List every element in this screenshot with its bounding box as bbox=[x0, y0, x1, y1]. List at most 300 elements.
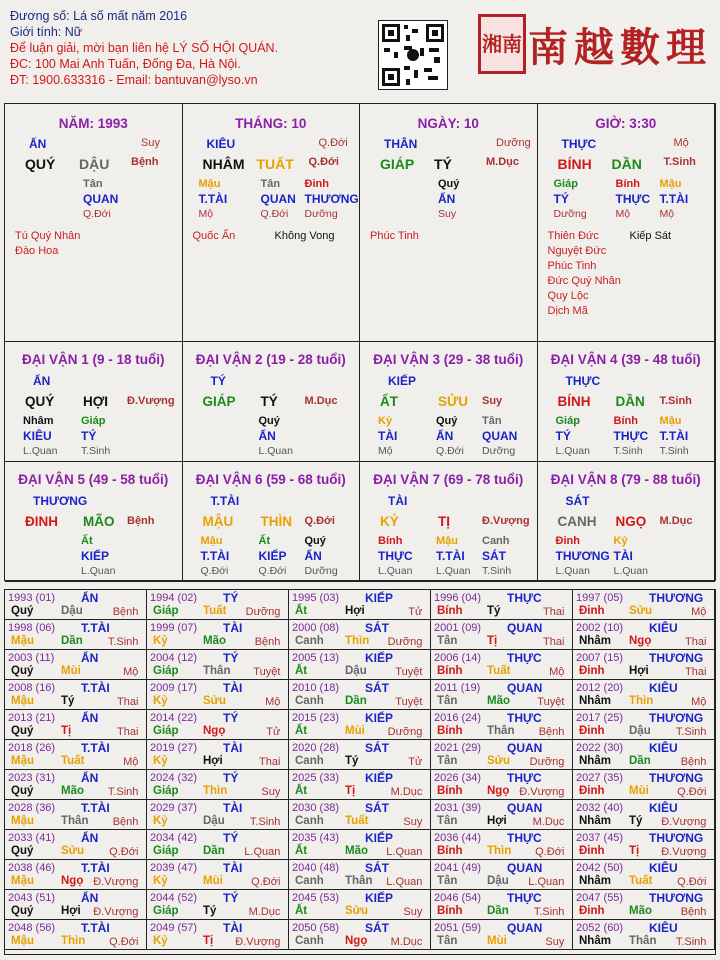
shensha-star: Nguyệt Đức bbox=[547, 245, 607, 257]
year-god: KIẾP bbox=[365, 831, 394, 845]
year-cell bbox=[147, 800, 289, 830]
year-god: THỰC bbox=[507, 591, 542, 605]
year-god: TÝ bbox=[223, 711, 239, 725]
year-stem: Đinh bbox=[579, 845, 605, 857]
pillar-top-star: THỰC bbox=[561, 137, 597, 151]
dv-hidden-phase: L.Quan bbox=[23, 445, 58, 457]
dai-van-cell bbox=[538, 462, 716, 582]
year-branch: Mùi bbox=[629, 785, 649, 797]
year-cell bbox=[5, 800, 147, 830]
year-god: KIẾP bbox=[365, 771, 394, 785]
year-branch: Tuất bbox=[629, 875, 653, 887]
year-label: 2034 (42) bbox=[150, 832, 198, 844]
year-stem: Ất bbox=[295, 665, 308, 677]
year-god: KIÊU bbox=[649, 681, 678, 695]
year-cell bbox=[289, 770, 431, 800]
year-stem: Giáp bbox=[153, 605, 179, 617]
year-phase: Suy bbox=[261, 786, 281, 798]
year-label: 2026 (34) bbox=[434, 772, 482, 784]
year-phase: L.Quan bbox=[386, 876, 423, 888]
year-stem: Giáp bbox=[153, 665, 179, 677]
year-god: KIẾP bbox=[365, 591, 394, 605]
year-cell bbox=[573, 920, 715, 950]
year-cell bbox=[5, 770, 147, 800]
year-phase: Đ.Vượng bbox=[93, 906, 139, 918]
year-phase: Dưỡng bbox=[387, 726, 423, 738]
year-branch: Thân bbox=[203, 665, 231, 677]
year-branch: Hợi bbox=[487, 815, 507, 827]
year-cell bbox=[431, 590, 573, 620]
year-stem: Mậu bbox=[11, 935, 34, 947]
year-cell bbox=[5, 920, 147, 950]
header-info bbox=[10, 8, 370, 88]
year-cell bbox=[5, 860, 147, 890]
dv-hidden-phase: Q.Đới bbox=[258, 565, 287, 577]
dai-van-branch: HỢI bbox=[83, 394, 109, 409]
year-branch: Sửu bbox=[61, 845, 85, 857]
year-cell bbox=[5, 740, 147, 770]
year-cell bbox=[147, 680, 289, 710]
year-cell bbox=[147, 620, 289, 650]
year-phase: L.Quan bbox=[244, 846, 281, 858]
year-god: ẤN bbox=[81, 831, 99, 845]
year-phase: Thai bbox=[258, 756, 281, 768]
year-stem: Ất bbox=[295, 605, 308, 617]
hidden-god: T.TÀI bbox=[659, 192, 689, 206]
year-phase: Tuyệt bbox=[253, 666, 281, 678]
hidden-god: T.TÀI bbox=[198, 192, 228, 206]
dai-van-title: ĐẠI VẬN 6 (59 - 68 tuổi) bbox=[195, 472, 346, 487]
phone-email-line: ĐT: 1900.633316 - Email: bantuvan@lyso.vn bbox=[10, 73, 258, 87]
year-cell bbox=[573, 620, 715, 650]
year-phase: Tuyệt bbox=[537, 696, 565, 708]
year-branch: Sửu bbox=[203, 695, 227, 707]
pillar-top-star: THÂN bbox=[384, 137, 418, 151]
dai-van-phase: Đ.Vượng bbox=[127, 395, 175, 407]
year-cell bbox=[573, 650, 715, 680]
pillar-cell bbox=[5, 104, 183, 342]
year-branch: Mão bbox=[61, 785, 84, 797]
dv-hidden-god: THỰC bbox=[613, 429, 649, 443]
year-branch: Ngọ bbox=[487, 785, 510, 797]
year-phase: T.Sinh bbox=[107, 636, 139, 648]
year-stem: Bính bbox=[437, 725, 463, 737]
year-phase: M.Dục bbox=[248, 906, 281, 918]
dai-van-top-star: THỰC bbox=[565, 374, 601, 388]
dv-hidden-god: T.TÀI bbox=[436, 549, 465, 563]
year-cell bbox=[431, 830, 573, 860]
year-label: 1996 (04) bbox=[434, 592, 482, 604]
pillar-cell bbox=[183, 104, 361, 342]
year-branch: Tuất bbox=[61, 755, 85, 767]
year-cell bbox=[147, 920, 289, 950]
pillar-title: NGÀY: 10 bbox=[417, 116, 479, 131]
dv-hidden-god: KIÊU bbox=[23, 429, 52, 443]
dv-hidden-god: TÀI bbox=[613, 549, 633, 563]
year-label: 2002 (10) bbox=[576, 622, 624, 634]
year-phase: Suy bbox=[403, 816, 423, 828]
year-branch: Tuất bbox=[203, 605, 227, 617]
dv-hidden-phase: Q.Đới bbox=[200, 565, 229, 577]
year-label: 2021 (29) bbox=[434, 742, 482, 754]
year-god: T.TÀI bbox=[81, 801, 110, 815]
year-cell bbox=[289, 590, 431, 620]
year-cell bbox=[5, 710, 147, 740]
year-god: THƯƠNG bbox=[649, 651, 704, 665]
dv-hidden-god: ẤN bbox=[258, 429, 276, 443]
year-label: 2029 (37) bbox=[150, 802, 198, 814]
year-cell bbox=[5, 590, 147, 620]
year-stem: Đinh bbox=[579, 905, 605, 917]
year-stem: Bính bbox=[437, 905, 463, 917]
pillar-branch: TUẤT bbox=[256, 156, 294, 172]
dv-hidden-phase: L.Quan bbox=[555, 565, 590, 577]
dv-hidden-god: T.TÀI bbox=[659, 429, 689, 443]
year-god: SÁT bbox=[365, 921, 389, 935]
dv-hidden-phase: T.Sinh bbox=[613, 445, 643, 457]
dv-hidden-stem: Ất bbox=[81, 535, 93, 547]
year-god: QUAN bbox=[507, 801, 543, 815]
year-phase: Mộ bbox=[691, 606, 707, 618]
dv-hidden-phase: Q.Đới bbox=[436, 445, 464, 457]
shensha-star: Quốc Ấn bbox=[192, 230, 236, 242]
year-cell bbox=[147, 830, 289, 860]
year-stem: Giáp bbox=[153, 725, 179, 737]
dv-hidden-stem: Mậu bbox=[436, 535, 458, 547]
year-label: 1998 (06) bbox=[8, 622, 56, 634]
year-label: 2051 (59) bbox=[434, 922, 482, 934]
year-cell bbox=[431, 800, 573, 830]
dv-hidden-stem: Nhâm bbox=[23, 415, 54, 427]
hidden-phase: Suy bbox=[438, 208, 457, 220]
year-phase: Đ.Vượng bbox=[93, 876, 139, 888]
year-phase: T.Sinh bbox=[249, 816, 281, 828]
year-cell bbox=[431, 770, 573, 800]
year-branch: Tý bbox=[487, 605, 501, 617]
year-stem: Canh bbox=[295, 935, 324, 947]
year-stem: Kỷ bbox=[153, 875, 168, 887]
year-god: TÀI bbox=[223, 801, 243, 815]
dv-hidden-god: KIẾP bbox=[81, 549, 110, 563]
dai-van-title: ĐẠI VẬN 3 (29 - 38 tuổi) bbox=[373, 352, 524, 367]
hidden-stem: Bính bbox=[615, 178, 640, 190]
hidden-phase: Dưỡng bbox=[553, 208, 587, 220]
pillar-branch: DẦN bbox=[611, 156, 642, 172]
dai-van-cell bbox=[360, 462, 538, 582]
year-god: KIÊU bbox=[649, 801, 678, 815]
year-god: THƯƠNG bbox=[649, 591, 704, 605]
year-branch: Tị bbox=[487, 635, 498, 647]
year-god: THỰC bbox=[507, 771, 542, 785]
contact-line: Để luận giải, mời bạn liên hệ LÝ SỐ HỘI QUÁN. bbox=[10, 41, 279, 55]
year-cell bbox=[289, 680, 431, 710]
year-god: TÀI bbox=[223, 741, 243, 755]
year-label: 2035 (43) bbox=[292, 832, 340, 844]
year-branch: Thìn bbox=[629, 695, 654, 707]
year-stem: Canh bbox=[295, 815, 324, 827]
year-cell bbox=[431, 740, 573, 770]
hidden-god: TÝ bbox=[553, 192, 569, 206]
year-god: QUAN bbox=[507, 741, 543, 755]
year-stem: Quý bbox=[11, 905, 34, 917]
dai-van-stem: CANH bbox=[557, 514, 597, 529]
dv-hidden-stem: Mậu bbox=[200, 535, 223, 547]
year-phase: M.Dục bbox=[532, 816, 565, 828]
year-stem: Đinh bbox=[579, 725, 605, 737]
year-label: 2041 (49) bbox=[434, 862, 482, 874]
hidden-phase: Mộ bbox=[615, 208, 631, 220]
year-label: 2047 (55) bbox=[576, 892, 624, 904]
year-phase: Q.Đới bbox=[677, 786, 707, 798]
year-god: KIẾP bbox=[365, 711, 394, 725]
year-phase: Dưỡng bbox=[245, 606, 281, 618]
year-branch: Tuất bbox=[345, 815, 369, 827]
year-cell bbox=[573, 770, 715, 800]
year-god: T.TÀI bbox=[81, 741, 110, 755]
year-label: 2007 (15) bbox=[576, 652, 624, 664]
year-cell bbox=[289, 920, 431, 950]
year-god: SÁT bbox=[365, 741, 389, 755]
year-label: 2036 (44) bbox=[434, 832, 482, 844]
year-god: THỰC bbox=[507, 831, 542, 845]
year-stem: Canh bbox=[295, 755, 324, 767]
year-stem: Quý bbox=[11, 785, 34, 797]
dv-hidden-phase: Dưỡng bbox=[304, 565, 338, 577]
year-phase: L.Quan bbox=[386, 846, 423, 858]
dai-van-cell bbox=[5, 342, 183, 462]
year-stem: Đinh bbox=[579, 665, 605, 677]
dv-hidden-stem: Tân bbox=[482, 415, 502, 427]
year-branch: Thân bbox=[61, 815, 89, 827]
year-label: 2013 (21) bbox=[8, 712, 56, 724]
hidden-god: QUAN bbox=[260, 192, 296, 206]
year-label: 2039 (47) bbox=[150, 862, 198, 874]
year-stem: Giáp bbox=[153, 785, 179, 797]
dv-hidden-god: QUAN bbox=[482, 429, 518, 443]
year-phase: T.Sinh bbox=[107, 786, 139, 798]
year-phase: Dưỡng bbox=[529, 756, 565, 768]
year-stem: Kỷ bbox=[153, 695, 168, 707]
year-branch: Mão bbox=[487, 695, 510, 707]
year-phase: Đ.Vượng bbox=[661, 846, 707, 858]
year-label: 2040 (48) bbox=[292, 862, 340, 874]
dv-hidden-god: SÁT bbox=[482, 549, 506, 563]
hidden-stem: Tân bbox=[83, 178, 103, 190]
year-branch: Tị bbox=[629, 845, 640, 857]
chart-grid bbox=[4, 103, 716, 581]
dai-van-top-star: ẤN bbox=[33, 374, 51, 388]
dv-hidden-phase: L.Quan bbox=[378, 565, 413, 577]
year-god: TÝ bbox=[223, 651, 239, 665]
dv-hidden-phase: T.Sinh bbox=[659, 445, 689, 457]
year-label: 2003 (11) bbox=[8, 652, 55, 664]
year-label: 2006 (14) bbox=[434, 652, 482, 664]
year-stem: Quý bbox=[11, 605, 34, 617]
year-cell bbox=[147, 590, 289, 620]
dai-van-stem: GIÁP bbox=[202, 394, 236, 409]
year-phase: Mộ bbox=[691, 696, 707, 708]
dv-hidden-stem: Giáp bbox=[81, 415, 106, 427]
year-phase: Bệnh bbox=[538, 726, 565, 738]
year-label: 2048 (56) bbox=[8, 922, 56, 934]
year-phase: Bệnh bbox=[112, 816, 139, 828]
year-god: T.TÀI bbox=[81, 861, 110, 875]
year-branch: Mùi bbox=[345, 725, 365, 737]
year-god: KIẾP bbox=[365, 651, 394, 665]
year-phase: Đ.Vượng bbox=[235, 936, 281, 948]
year-god: T.TÀI bbox=[81, 921, 110, 935]
year-branch: Thìn bbox=[487, 845, 512, 857]
year-god: ẤN bbox=[81, 591, 99, 605]
hidden-god: QUAN bbox=[83, 192, 119, 206]
year-cell bbox=[5, 890, 147, 920]
year-god: TÀI bbox=[223, 621, 243, 635]
year-phase: Thai bbox=[684, 666, 707, 678]
dv-hidden-god: KIẾP bbox=[258, 549, 287, 563]
year-cell bbox=[573, 800, 715, 830]
dv-hidden-god: TÀI bbox=[378, 429, 398, 443]
year-label: 2012 (20) bbox=[576, 682, 624, 694]
year-god: ẤN bbox=[81, 651, 99, 665]
year-god: TÝ bbox=[223, 771, 239, 785]
year-branch: Thìn bbox=[61, 935, 86, 947]
dv-hidden-stem: Ất bbox=[258, 535, 271, 547]
year-stem: Quý bbox=[11, 845, 34, 857]
year-stem: Nhâm bbox=[579, 695, 611, 707]
year-phase: M.Dục bbox=[390, 786, 423, 798]
year-phase: Mộ bbox=[123, 666, 139, 678]
dai-van-title: ĐẠI VẬN 8 (79 - 88 tuổi) bbox=[550, 472, 701, 487]
year-cell bbox=[289, 800, 431, 830]
year-branch: Dậu bbox=[61, 605, 83, 617]
year-cell bbox=[573, 830, 715, 860]
year-god: TÀI bbox=[223, 681, 243, 695]
dv-hidden-stem: Bính bbox=[613, 415, 638, 427]
year-cell bbox=[289, 620, 431, 650]
year-stem: Nhâm bbox=[579, 635, 611, 647]
year-cell bbox=[573, 890, 715, 920]
year-branch: Dần bbox=[61, 635, 83, 647]
year-cell bbox=[147, 650, 289, 680]
year-label: 2005 (13) bbox=[292, 652, 340, 664]
year-cell bbox=[431, 890, 573, 920]
dv-hidden-phase: Dưỡng bbox=[482, 445, 516, 457]
year-label: 1999 (07) bbox=[150, 622, 198, 634]
dai-van-stem: QUÝ bbox=[25, 394, 55, 409]
dai-van-title: ĐẠI VẬN 2 (19 - 28 tuổi) bbox=[195, 352, 346, 367]
year-branch: Tị bbox=[345, 785, 356, 797]
year-branch: Dậu bbox=[203, 815, 225, 827]
year-stem: Ất bbox=[295, 845, 308, 857]
year-stem: Mậu bbox=[11, 635, 34, 647]
dai-van-title: ĐẠI VẬN 5 (49 - 58 tuổi) bbox=[18, 472, 169, 487]
year-god: THỰC bbox=[507, 651, 542, 665]
shensha-star-2: Không Vong bbox=[274, 230, 335, 242]
year-stem: Quý bbox=[11, 665, 34, 677]
year-stem: Tân bbox=[437, 815, 458, 827]
year-branch: Dần bbox=[629, 755, 651, 767]
year-label: 2033 (41) bbox=[8, 832, 56, 844]
year-phase: Q.Đới bbox=[109, 846, 139, 858]
dv-hidden-phase: L.Quan bbox=[613, 565, 648, 577]
year-label: 2050 (58) bbox=[292, 922, 340, 934]
shensha-star: Đào Hoa bbox=[15, 245, 59, 257]
year-branch: Tị bbox=[61, 725, 72, 737]
year-branch: Mão bbox=[345, 845, 368, 857]
year-branch: Mùi bbox=[203, 875, 223, 887]
pillar-cell bbox=[538, 104, 716, 342]
year-label: 2031 (39) bbox=[434, 802, 482, 814]
year-god: TÝ bbox=[223, 591, 239, 605]
year-cell bbox=[147, 890, 289, 920]
year-god: THƯƠNG bbox=[649, 771, 704, 785]
year-stem: Kỷ bbox=[153, 935, 168, 947]
shensha-star: Phúc Tinh bbox=[547, 260, 597, 272]
pillar-title: NĂM: 1993 bbox=[58, 116, 128, 131]
year-branch: Ngọ bbox=[203, 725, 226, 737]
hidden-god: ẤN bbox=[438, 192, 456, 206]
year-branch: Tý bbox=[345, 755, 359, 767]
year-phase: Mộ bbox=[265, 696, 281, 708]
hidden-phase: Q.Đới bbox=[83, 208, 111, 220]
pillar-branch: TÝ bbox=[434, 156, 452, 172]
year-god: SÁT bbox=[365, 621, 389, 635]
pillar-stem: QUÝ bbox=[25, 156, 56, 172]
year-branch: Thân bbox=[629, 935, 657, 947]
hidden-stem: Giáp bbox=[553, 178, 578, 190]
year-label: 2038 (46) bbox=[8, 862, 56, 874]
year-label: 2001 (09) bbox=[434, 622, 482, 634]
year-god: THỰC bbox=[507, 891, 542, 905]
dai-van-stem: ĐINH bbox=[25, 514, 58, 529]
year-branch: Thìn bbox=[203, 785, 228, 797]
year-god: THƯƠNG bbox=[649, 831, 704, 845]
dv-hidden-stem: Canh bbox=[482, 535, 510, 547]
dai-van-phase: Bệnh bbox=[127, 515, 155, 527]
year-branch: Mùi bbox=[487, 935, 507, 947]
year-phase: Tử bbox=[408, 756, 423, 768]
year-stem: Ất bbox=[295, 725, 308, 737]
year-label: 2024 (32) bbox=[150, 772, 198, 784]
year-label: 2046 (54) bbox=[434, 892, 482, 904]
year-branch: Hợi bbox=[61, 905, 81, 917]
pillar-branch: DẬU bbox=[79, 156, 110, 172]
year-cell bbox=[573, 740, 715, 770]
year-god: KIÊU bbox=[649, 861, 678, 875]
year-stem: Nhâm bbox=[579, 875, 611, 887]
pillar-cell bbox=[360, 104, 538, 342]
year-branch: Ngọ bbox=[629, 635, 652, 647]
year-cell bbox=[573, 590, 715, 620]
year-god: SÁT bbox=[365, 801, 389, 815]
year-phase: Đ.Vượng bbox=[661, 816, 707, 828]
year-branch: Ngọ bbox=[345, 935, 368, 947]
hidden-phase: Dưỡng bbox=[304, 208, 338, 220]
year-label: 2030 (38) bbox=[292, 802, 340, 814]
year-stem: Canh bbox=[295, 695, 324, 707]
year-branch: Tuất bbox=[487, 665, 511, 677]
year-cell bbox=[5, 620, 147, 650]
year-branch: Thìn bbox=[345, 635, 370, 647]
shensha-star: Đức Quý Nhân bbox=[547, 275, 621, 287]
year-stem: Nhâm bbox=[579, 935, 611, 947]
year-branch: Tị bbox=[203, 935, 214, 947]
pillar-phase-2: T.Sinh bbox=[663, 156, 696, 168]
year-stem: Mậu bbox=[11, 755, 34, 767]
year-phase: M.Dục bbox=[390, 936, 423, 948]
year-stem: Ất bbox=[295, 905, 308, 917]
year-branch: Ngọ bbox=[61, 875, 84, 887]
